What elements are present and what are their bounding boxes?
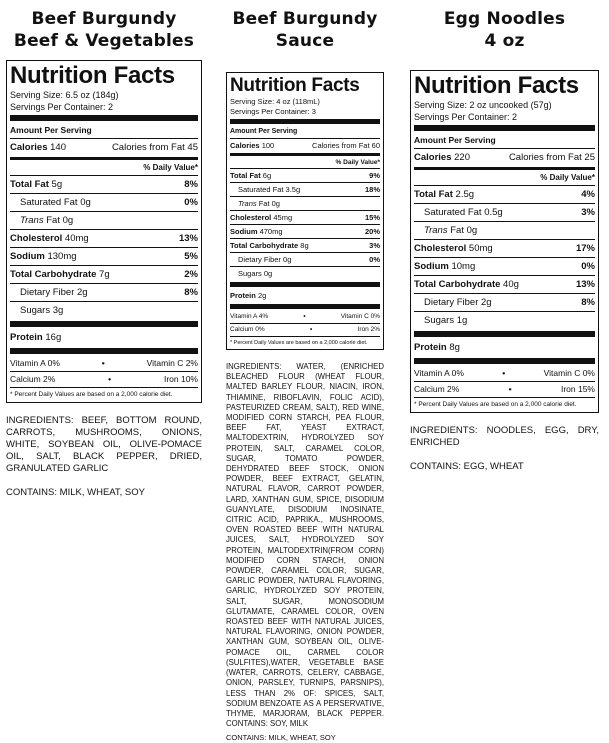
nutrient-row xyxy=(414,221,595,239)
product-heading-line-2: Beef & Vegetables xyxy=(13,31,195,51)
nutrition-label xyxy=(226,72,384,350)
medium-divider xyxy=(230,153,380,156)
calories-value: 100 xyxy=(261,141,275,150)
amount-per-serving: Amount Per Serving xyxy=(10,125,92,135)
ingredients-text: INGREDIENTS: NOODLES, EGG, DRY, ENRICHED xyxy=(410,425,599,448)
vitamin-left: Calcium 2% xyxy=(414,384,460,394)
vitamin-row xyxy=(10,356,198,371)
product-heading xyxy=(226,0,384,60)
servings-per-container: Servings Per Container: 2 xyxy=(414,112,518,122)
nutrient-amount: 470mg xyxy=(259,227,283,236)
nutrient-amount: 3.5g xyxy=(285,185,301,194)
nutrient-amount: 0g xyxy=(80,197,91,208)
vitamin-left: Vitamin A 4% xyxy=(230,313,269,320)
medium-divider xyxy=(414,167,595,170)
nutrient-rows xyxy=(10,175,198,346)
nutrient-daily-value: 20% xyxy=(364,227,380,236)
nutrient-daily-value: 8% xyxy=(184,287,198,298)
vitamin-right: Vitamin C 0% xyxy=(543,368,595,378)
nutrient-row xyxy=(10,211,198,229)
nutrient-label: Trans xyxy=(20,215,44,226)
vitamin-row xyxy=(230,311,380,323)
bullet-separator: • xyxy=(502,368,506,378)
calories-row xyxy=(230,138,380,152)
nutrient-row xyxy=(230,224,380,238)
ingredients-text: INGREDIENTS: BEEF, BOTTOM ROUND, CARROTS, MUSHROOMS, ONIONS, WHITE, SOYBEAN OIL, OLIVE-POMACE OIL, SALT, BLACK PEPPER, DRIED, GRANULATED GARLIC xyxy=(6,415,202,474)
nutrient-label: Total Fat xyxy=(230,171,261,180)
nutrient-label: Trans xyxy=(424,225,448,236)
nutrient-row xyxy=(230,196,380,210)
vitamin-right: Vitamin C 0% xyxy=(340,313,380,320)
nutrient-label: Sodium xyxy=(10,251,45,262)
vitamin-right: Iron 15% xyxy=(560,384,595,394)
nutrient-amount: 0.5g xyxy=(484,207,503,218)
contains-text: CONTAINS: MILK, WHEAT, SOY xyxy=(6,487,145,498)
product-column-egg-noodles xyxy=(410,0,599,473)
contains-text: CONTAINS: MILK, WHEAT, SOY xyxy=(226,733,336,743)
vitamin-left: Calcium 2% xyxy=(10,374,56,384)
nutrient-row xyxy=(230,252,380,266)
nutrient-row xyxy=(10,193,198,211)
nutrient-row xyxy=(414,275,595,293)
bullet-separator: • xyxy=(101,358,105,368)
thick-divider xyxy=(230,282,380,287)
product-column-beef-vegetables xyxy=(6,0,202,499)
serving-size: Serving Size: 4 oz (118mL) xyxy=(230,97,320,106)
nutrient-row xyxy=(10,175,198,193)
thick-divider xyxy=(10,348,198,354)
nutrient-row xyxy=(414,293,595,311)
nutrient-row xyxy=(230,182,380,196)
nutrition-facts-title: Nutrition Facts xyxy=(414,72,579,99)
nutrient-row xyxy=(10,329,198,346)
nutrient-amount: 6g xyxy=(262,171,272,180)
calories-label: Calories xyxy=(230,141,260,150)
nutrient-row xyxy=(414,185,595,203)
thick-divider xyxy=(10,321,198,327)
nutrient-label: Sugars xyxy=(424,315,455,326)
nutrient-amount: 1g xyxy=(456,315,468,326)
nutrient-amount: 2g xyxy=(481,297,492,308)
nutrient-row xyxy=(414,239,595,257)
calories-row xyxy=(414,148,595,166)
nutrition-facts-title: Nutrition Facts xyxy=(230,75,360,96)
amount-per-serving: Amount Per Serving xyxy=(414,135,496,145)
nutrient-label: Dietary Fiber xyxy=(424,297,479,308)
nutrient-amount: 50mg xyxy=(468,243,493,254)
nutrient-label: Total Carbohydrate xyxy=(10,269,97,280)
product-heading xyxy=(410,0,599,60)
nutrient-row xyxy=(414,311,595,329)
nutrient-amount: 40g xyxy=(503,279,519,290)
nutrient-row xyxy=(230,168,380,182)
calories-value: 140 xyxy=(50,142,66,153)
nutrient-row xyxy=(414,257,595,275)
nutrient-amount: 45mg xyxy=(273,213,293,222)
calories-label: Calories xyxy=(10,142,48,153)
nutrient-label: Saturated Fat xyxy=(238,185,284,194)
footnote: * Percent Daily Values are based on a 2,000 calorie diet. xyxy=(414,397,595,410)
nutrient-amount: 130mg xyxy=(47,251,77,262)
vitamin-rows xyxy=(230,311,380,336)
thick-divider xyxy=(414,331,595,337)
footnote: * Percent Daily Values are based on a 2,000 calorie diet. xyxy=(10,387,198,400)
nutrient-row xyxy=(10,301,198,319)
nutrition-facts-title: Nutrition Facts xyxy=(10,62,175,89)
product-heading-line-1: Egg Noodles xyxy=(443,9,566,29)
nutrient-amount: 16g xyxy=(45,332,62,343)
nutrient-amount: 2g xyxy=(77,287,88,298)
nutrient-daily-value: 15% xyxy=(364,213,380,222)
calories-value: 220 xyxy=(454,152,470,163)
nutrition-label xyxy=(410,70,599,413)
nutrient-row xyxy=(230,289,380,302)
bullet-separator: • xyxy=(508,384,512,394)
serving-size: Serving Size: 2 oz uncooked (57g) xyxy=(414,100,552,110)
vitamin-rows xyxy=(10,356,198,387)
nutrient-amount: Fat 0g xyxy=(258,199,280,208)
nutrient-row xyxy=(414,203,595,221)
nutrient-label: Sugars xyxy=(238,269,262,278)
calories-row xyxy=(10,138,198,156)
contains-text: CONTAINS: EGG, WHEAT xyxy=(410,461,524,472)
vitamin-row xyxy=(414,366,595,381)
nutrient-label: Protein xyxy=(230,291,256,300)
nutrient-daily-value: 0% xyxy=(184,197,198,208)
nutrient-label: Total Carbohydrate xyxy=(230,241,299,250)
vitamin-row xyxy=(414,381,595,397)
thick-divider xyxy=(414,125,595,131)
product-heading-line-2: Sauce xyxy=(275,31,335,51)
ingredients-text: INGREDIENTS: WATER, (ENRICHED BLEACHED FLOUR (WHEAT FLOUR, MALTED BARLEY FLOUR, NIACIN, IRON, THIAMINE, RIBOFLAVIN, FOLIC ACID), PASTEURIZED CREAM, SALT), RED WINE, MODIFIED CORN STARCH, PEA FLOUR, BEEF FAT, YEAST EXTRACT, MALTODEXTRIN, HYDROLYZED SOY PROTEIN, SALT, CARAMEL COLOR, SUGAR, TOMATO POWDER, DEHYDRATED BEEF STOCK, ONION POWDER, BEEF EXTRACT, GELATIN, NATURAL FLAVOR, CARROT POWDER, LARD, XANTHAN GUM, SPICE, DISODIUM GUANYLATE, DISODIUM INOSINATE, CITRIC ACID, PAPRIKA., MUSHROOMS, OVEN ROASTED BEEF WITH NATURAL JUICES, SALT, HYDROLYZED SOY PROTEIN, MALTODEXTRIN(FROM CORN) MODIFIED CORN STARCH, ONION POWDER, CARAMEL COLOR, SUGAR, GARLIC POWDER, NATURAL FLAVORING, GARLIC, HYDROLYZED SOY PROTEIN, SALT, SUGAR, MONOSODIUM GLUTAMATE, CARAMEL COLOR, OVEN ROASTED BEEF WITH NATURAL JUICES, NATURAL FLAVORING, ONION POWDER, XANTHAN GUM, SOYBEAN OIL, OLIVE-POMACE OIL, CARMEL COLOR (SULFITES),WATER, VEGETABLE BASE (WATER, CARROTS, CELERY, CABBAGE, ONION, PARSLEY, TURNIPS, PARSNIPS), LESS THAN 2% OF: SPICES, SALT, SODIUM BENZOATE AS A PERSERVATIVE, THYME, MARJORAM, BLACK PEPPER. CONTAINS: SOY, MILK xyxy=(226,362,384,729)
nutrient-amount: Fat 0g xyxy=(450,225,478,236)
thick-divider xyxy=(230,119,380,124)
nutrient-amount: 0g xyxy=(283,255,292,264)
nutrient-daily-value: 0% xyxy=(369,255,380,264)
nutrient-amount: 8g xyxy=(300,241,309,250)
nutrient-row xyxy=(230,238,380,252)
nutrient-row xyxy=(10,229,198,247)
nutrient-label: Cholesterol xyxy=(414,243,467,254)
nutrient-amount: 8g xyxy=(449,342,460,353)
product-heading-line-2: 4 oz xyxy=(484,31,525,51)
nutrient-rows xyxy=(414,185,595,356)
nutrient-amount: 2.5g xyxy=(455,189,475,200)
calories-from-fat: Calories from Fat 25 xyxy=(508,152,595,163)
nutrient-daily-value: 9% xyxy=(369,171,380,180)
serving-size: Serving Size: 6.5 oz (184g) xyxy=(10,90,119,100)
nutrient-daily-value: 17% xyxy=(575,243,595,254)
calories-from-fat: Calories from Fat 45 xyxy=(111,142,198,153)
nutrient-label: Saturated Fat xyxy=(20,197,78,208)
nutrient-daily-value: 5% xyxy=(184,251,198,262)
daily-value-header: % Daily Value* xyxy=(335,159,380,166)
nutrient-row xyxy=(10,283,198,301)
thick-divider xyxy=(10,115,198,121)
nutrient-daily-value: 18% xyxy=(364,185,380,194)
nutrient-label: Cholesterol xyxy=(10,233,63,244)
nutrient-row xyxy=(230,266,380,280)
nutrient-amount: 0g xyxy=(263,269,273,278)
nutrient-daily-value: 8% xyxy=(184,179,198,190)
vitamin-left: Calcium 0% xyxy=(230,326,265,333)
nutrient-amount: 40mg xyxy=(64,233,89,244)
nutrient-daily-value: 13% xyxy=(178,233,198,244)
nutrient-daily-value: 8% xyxy=(581,297,595,308)
nutrient-label: Total Fat xyxy=(414,189,453,200)
vitamin-left: Vitamin A 0% xyxy=(10,358,60,368)
bullet-separator: • xyxy=(310,326,313,333)
nutrient-row xyxy=(230,210,380,224)
nutrient-label: Sodium xyxy=(230,227,258,236)
nutrient-label: Protein xyxy=(414,342,447,353)
nutrient-rows xyxy=(230,168,380,302)
bullet-separator: • xyxy=(303,313,306,320)
servings-per-container: Servings Per Container: 2 xyxy=(10,102,114,112)
nutrient-label: Dietary Fiber xyxy=(238,255,281,264)
footnote: * Percent Daily Values are based on a 2,000 calorie diet. xyxy=(230,336,380,347)
servings-per-container: Servings Per Container: 3 xyxy=(230,107,316,116)
nutrient-label: Saturated Fat xyxy=(424,207,482,218)
nutrient-amount: Fat 0g xyxy=(46,215,74,226)
nutrient-row xyxy=(10,247,198,265)
nutrient-amount: 2g xyxy=(257,291,267,300)
nutrient-label: Sugars xyxy=(20,305,51,316)
vitamin-right: Vitamin C 2% xyxy=(146,358,198,368)
thick-divider xyxy=(414,358,595,364)
bullet-separator: • xyxy=(108,374,112,384)
vitamin-right: Iron 10% xyxy=(163,374,198,384)
nutrient-daily-value: 13% xyxy=(575,279,595,290)
product-heading-line-1: Beef Burgundy xyxy=(31,9,177,29)
vitamin-right: Iron 2% xyxy=(357,326,380,333)
nutrient-daily-value: 4% xyxy=(581,189,595,200)
nutrient-label: Protein xyxy=(10,332,43,343)
amount-per-serving: Amount Per Serving xyxy=(230,128,298,135)
thick-divider xyxy=(230,304,380,309)
nutrient-label: Trans xyxy=(238,199,257,208)
nutrient-amount: 10mg xyxy=(451,261,476,272)
calories-label: Calories xyxy=(414,152,452,163)
nutrient-amount: 7g xyxy=(99,269,110,280)
nutrient-row xyxy=(10,265,198,283)
product-heading-line-1: Beef Burgundy xyxy=(232,9,378,29)
nutrient-daily-value: 3% xyxy=(369,241,380,250)
vitamin-row xyxy=(10,371,198,387)
vitamin-left: Vitamin A 0% xyxy=(414,368,464,378)
nutrient-label: Total Fat xyxy=(10,179,49,190)
medium-divider xyxy=(10,157,198,160)
nutrient-row xyxy=(414,339,595,356)
nutrient-label: Dietary Fiber xyxy=(20,287,75,298)
product-column-sauce xyxy=(226,0,384,743)
nutrient-label: Cholesterol xyxy=(230,213,272,222)
nutrient-daily-value: 0% xyxy=(581,261,595,272)
daily-value-header: % Daily Value* xyxy=(540,173,595,182)
calories-from-fat: Calories from Fat 60 xyxy=(312,141,380,150)
vitamin-row xyxy=(230,323,380,336)
product-heading xyxy=(6,0,202,60)
nutrient-daily-value: 3% xyxy=(581,207,595,218)
daily-value-header: % Daily Value* xyxy=(143,163,198,172)
nutrient-label: Sodium xyxy=(414,261,449,272)
nutrient-daily-value: 2% xyxy=(184,269,198,280)
nutrient-amount: 3g xyxy=(52,305,64,316)
nutrient-label: Total Carbohydrate xyxy=(414,279,501,290)
nutrition-label xyxy=(6,60,202,403)
nutrient-amount: 5g xyxy=(51,179,63,190)
vitamin-rows xyxy=(414,366,595,397)
